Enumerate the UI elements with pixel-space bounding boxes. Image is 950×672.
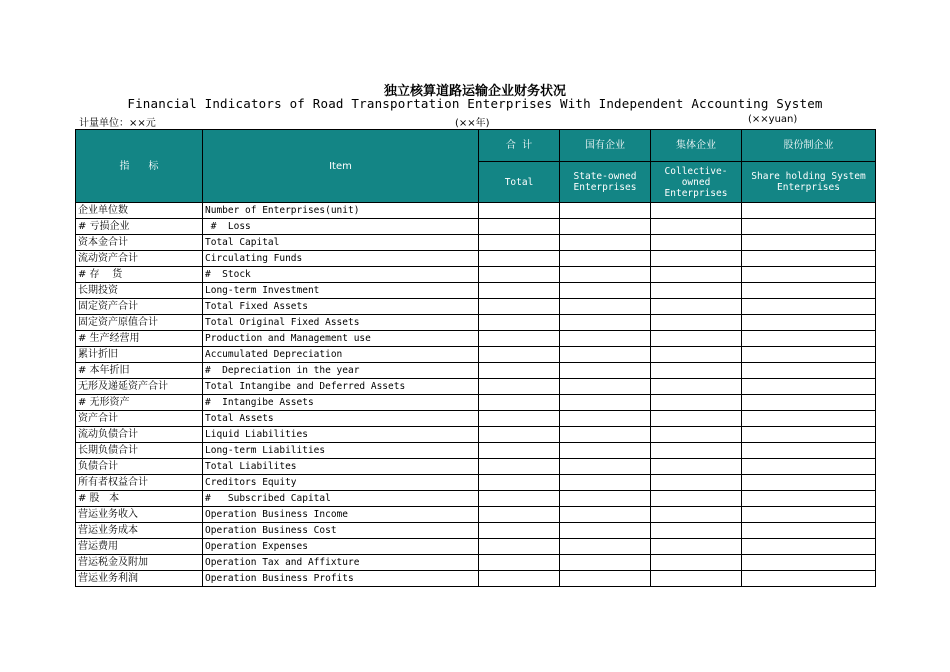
currency-unit-label: (××yuan) bbox=[748, 114, 798, 125]
state-owned-value-cell[interactable] bbox=[560, 299, 651, 315]
table-row bbox=[76, 475, 876, 491]
item-cell: Operation Business Cost bbox=[203, 523, 479, 539]
collective-value-cell[interactable] bbox=[651, 251, 742, 267]
item-cell: # Intangibe Assets bbox=[203, 395, 479, 411]
share-holding-value-cell[interactable] bbox=[742, 251, 876, 267]
collective-value-cell[interactable] bbox=[651, 459, 742, 475]
table-body bbox=[76, 203, 876, 587]
state-owned-value-cell[interactable] bbox=[560, 235, 651, 251]
state-owned-value-cell[interactable] bbox=[560, 427, 651, 443]
header-total-en: Total bbox=[479, 162, 560, 203]
state-owned-value-cell[interactable] bbox=[560, 267, 651, 283]
indicator-cell: 固定资产合计 bbox=[76, 299, 203, 315]
indicator-cell: 无形及递延资产合计 bbox=[76, 379, 203, 395]
total-value-cell[interactable] bbox=[479, 267, 560, 283]
total-value-cell[interactable] bbox=[479, 427, 560, 443]
state-owned-value-cell[interactable] bbox=[560, 283, 651, 299]
table-row bbox=[76, 219, 876, 235]
page-title-english: Financial Indicators of Road Transportation Enterprises With Independent Accounting System bbox=[127, 96, 823, 111]
table-row bbox=[76, 395, 876, 411]
collective-value-cell[interactable] bbox=[651, 475, 742, 491]
table-row bbox=[76, 235, 876, 251]
table-row bbox=[76, 331, 876, 347]
item-cell: # Depreciation in the year bbox=[203, 363, 479, 379]
header-state-owned-cn: 国有企业 bbox=[560, 130, 651, 162]
indicator-cell: 流动负债合计 bbox=[76, 427, 203, 443]
header-item: Item bbox=[203, 130, 479, 203]
collective-value-cell[interactable] bbox=[651, 267, 742, 283]
share-holding-value-cell[interactable] bbox=[742, 283, 876, 299]
total-value-cell[interactable] bbox=[479, 299, 560, 315]
total-value-cell[interactable] bbox=[479, 411, 560, 427]
total-value-cell[interactable] bbox=[479, 203, 560, 219]
state-owned-value-cell[interactable] bbox=[560, 203, 651, 219]
indicator-cell: # 无形资产 bbox=[76, 395, 203, 411]
year-label: (××年) bbox=[455, 118, 490, 129]
item-cell: Total Assets bbox=[203, 411, 479, 427]
share-holding-value-cell[interactable] bbox=[742, 539, 876, 555]
indicator-cell: 负债合计 bbox=[76, 459, 203, 475]
total-value-cell[interactable] bbox=[479, 475, 560, 491]
table-row bbox=[76, 411, 876, 427]
total-value-cell[interactable] bbox=[479, 539, 560, 555]
item-cell: Operation Business Income bbox=[203, 507, 479, 523]
item-cell: # Loss bbox=[203, 219, 479, 235]
total-value-cell[interactable] bbox=[479, 283, 560, 299]
total-value-cell[interactable] bbox=[479, 395, 560, 411]
total-value-cell[interactable] bbox=[479, 443, 560, 459]
item-cell: Number of Enterprises(unit) bbox=[203, 203, 479, 219]
table-row bbox=[76, 299, 876, 315]
total-value-cell[interactable] bbox=[479, 347, 560, 363]
table-row bbox=[76, 555, 876, 571]
table-row bbox=[76, 507, 876, 523]
table-row bbox=[76, 539, 876, 555]
state-owned-value-cell[interactable] bbox=[560, 443, 651, 459]
state-owned-value-cell[interactable] bbox=[560, 411, 651, 427]
collective-value-cell[interactable] bbox=[651, 235, 742, 251]
total-value-cell[interactable] bbox=[479, 571, 560, 587]
share-holding-value-cell[interactable] bbox=[742, 523, 876, 539]
state-owned-value-cell[interactable] bbox=[560, 459, 651, 475]
collective-value-cell[interactable] bbox=[651, 219, 742, 235]
share-holding-value-cell[interactable] bbox=[742, 203, 876, 219]
share-holding-value-cell[interactable] bbox=[742, 411, 876, 427]
total-value-cell[interactable] bbox=[479, 315, 560, 331]
total-value-cell[interactable] bbox=[479, 523, 560, 539]
indicator-cell: 资产合计 bbox=[76, 411, 203, 427]
indicator-cell: # 股 本 bbox=[76, 491, 203, 507]
total-value-cell[interactable] bbox=[479, 363, 560, 379]
collective-value-cell[interactable] bbox=[651, 523, 742, 539]
share-holding-value-cell[interactable] bbox=[742, 491, 876, 507]
total-value-cell[interactable] bbox=[479, 555, 560, 571]
total-value-cell[interactable] bbox=[479, 235, 560, 251]
header-total-cn: 合 计 bbox=[479, 130, 560, 162]
share-holding-value-cell[interactable] bbox=[742, 555, 876, 571]
item-cell: Liquid Liabilities bbox=[203, 427, 479, 443]
table-row bbox=[76, 523, 876, 539]
share-holding-value-cell[interactable] bbox=[742, 235, 876, 251]
collective-value-cell[interactable] bbox=[651, 203, 742, 219]
collective-value-cell[interactable] bbox=[651, 443, 742, 459]
state-owned-value-cell[interactable] bbox=[560, 475, 651, 491]
collective-value-cell[interactable] bbox=[651, 363, 742, 379]
item-cell: Operation Business Profits bbox=[203, 571, 479, 587]
item-cell: Total Original Fixed Assets bbox=[203, 315, 479, 331]
indicator-cell: 所有者权益合计 bbox=[76, 475, 203, 491]
state-owned-value-cell[interactable] bbox=[560, 523, 651, 539]
state-owned-value-cell[interactable] bbox=[560, 347, 651, 363]
share-holding-value-cell[interactable] bbox=[742, 363, 876, 379]
indicator-cell: 企业单位数 bbox=[76, 203, 203, 219]
state-owned-value-cell[interactable] bbox=[560, 379, 651, 395]
item-cell: Total Capital bbox=[203, 235, 479, 251]
share-holding-value-cell[interactable] bbox=[742, 299, 876, 315]
measurement-unit-label: 计量单位：××元 bbox=[79, 118, 156, 129]
table-row bbox=[76, 427, 876, 443]
item-cell: Total Fixed Assets bbox=[203, 299, 479, 315]
collective-value-cell[interactable] bbox=[651, 283, 742, 299]
item-cell: Total Intangibe and Deferred Assets bbox=[203, 379, 479, 395]
indicator-cell: # 亏损企业 bbox=[76, 219, 203, 235]
table-row bbox=[76, 283, 876, 299]
collective-value-cell[interactable] bbox=[651, 411, 742, 427]
indicator-cell: 固定资产原值合计 bbox=[76, 315, 203, 331]
indicator-cell: 资本金合计 bbox=[76, 235, 203, 251]
state-owned-value-cell[interactable] bbox=[560, 219, 651, 235]
table-row bbox=[76, 571, 876, 587]
item-cell: Production and Management use bbox=[203, 331, 479, 347]
item-cell: Operation Expenses bbox=[203, 539, 479, 555]
table-row bbox=[76, 443, 876, 459]
header-state-owned-en: State-owned Enterprises bbox=[560, 162, 651, 203]
item-cell: Total Liabilites bbox=[203, 459, 479, 475]
share-holding-value-cell[interactable] bbox=[742, 379, 876, 395]
share-holding-value-cell[interactable] bbox=[742, 459, 876, 475]
indicator-cell: 流动资产合计 bbox=[76, 251, 203, 267]
state-owned-value-cell[interactable] bbox=[560, 331, 651, 347]
table-row bbox=[76, 267, 876, 283]
collective-value-cell[interactable] bbox=[651, 427, 742, 443]
share-holding-value-cell[interactable] bbox=[742, 507, 876, 523]
item-cell: # Stock bbox=[203, 267, 479, 283]
indicator-cell: # 本年折旧 bbox=[76, 363, 203, 379]
item-cell: Long-term Liabilities bbox=[203, 443, 479, 459]
table-row bbox=[76, 379, 876, 395]
item-cell: Accumulated Depreciation bbox=[203, 347, 479, 363]
item-cell: Creditors Equity bbox=[203, 475, 479, 491]
share-holding-value-cell[interactable] bbox=[742, 427, 876, 443]
header-collective-cn: 集体企业 bbox=[651, 130, 742, 162]
total-value-cell[interactable] bbox=[479, 507, 560, 523]
state-owned-value-cell[interactable] bbox=[560, 395, 651, 411]
total-value-cell[interactable] bbox=[479, 379, 560, 395]
collective-value-cell[interactable] bbox=[651, 315, 742, 331]
total-value-cell[interactable] bbox=[479, 251, 560, 267]
table-row bbox=[76, 203, 876, 219]
table-row bbox=[76, 459, 876, 475]
state-owned-value-cell[interactable] bbox=[560, 507, 651, 523]
indicator-cell: 营运税金及附加 bbox=[76, 555, 203, 571]
collective-value-cell[interactable] bbox=[651, 379, 742, 395]
table-row bbox=[76, 315, 876, 331]
header-collective-en: Collective-owned Enterprises bbox=[651, 162, 742, 203]
state-owned-value-cell[interactable] bbox=[560, 363, 651, 379]
collective-value-cell[interactable] bbox=[651, 507, 742, 523]
share-holding-value-cell[interactable] bbox=[742, 443, 876, 459]
share-holding-value-cell[interactable] bbox=[742, 331, 876, 347]
indicator-cell: 营运业务成本 bbox=[76, 523, 203, 539]
indicator-cell: # 存 货 bbox=[76, 267, 203, 283]
indicator-cell: 累计折旧 bbox=[76, 347, 203, 363]
item-cell: # Subscribed Capital bbox=[203, 491, 479, 507]
state-owned-value-cell[interactable] bbox=[560, 539, 651, 555]
share-holding-value-cell[interactable] bbox=[742, 219, 876, 235]
collective-value-cell[interactable] bbox=[651, 539, 742, 555]
total-value-cell[interactable] bbox=[479, 459, 560, 475]
table-row bbox=[76, 363, 876, 379]
header-share-holding-cn: 股份制企业 bbox=[742, 130, 876, 162]
indicator-cell: 长期负债合计 bbox=[76, 443, 203, 459]
indicator-cell: 营运费用 bbox=[76, 539, 203, 555]
item-cell: Circulating Funds bbox=[203, 251, 479, 267]
indicator-cell: 长期投资 bbox=[76, 283, 203, 299]
header-indicator: 指 标 bbox=[76, 130, 203, 203]
share-holding-value-cell[interactable] bbox=[742, 315, 876, 331]
indicator-cell: 营运业务收入 bbox=[76, 507, 203, 523]
state-owned-value-cell[interactable] bbox=[560, 315, 651, 331]
table-row bbox=[76, 347, 876, 363]
share-holding-value-cell[interactable] bbox=[742, 267, 876, 283]
item-cell: Long-term Investment bbox=[203, 283, 479, 299]
indicator-cell: # 生产经营用 bbox=[76, 331, 203, 347]
total-value-cell[interactable] bbox=[479, 491, 560, 507]
state-owned-value-cell[interactable] bbox=[560, 251, 651, 267]
share-holding-value-cell[interactable] bbox=[742, 571, 876, 587]
state-owned-value-cell[interactable] bbox=[560, 491, 651, 507]
collective-value-cell[interactable] bbox=[651, 395, 742, 411]
share-holding-value-cell[interactable] bbox=[742, 395, 876, 411]
collective-value-cell[interactable] bbox=[651, 347, 742, 363]
table-row bbox=[76, 491, 876, 507]
indicator-cell: 营运业务利润 bbox=[76, 571, 203, 587]
share-holding-value-cell[interactable] bbox=[742, 347, 876, 363]
collective-value-cell[interactable] bbox=[651, 331, 742, 347]
collective-value-cell[interactable] bbox=[651, 555, 742, 571]
state-owned-value-cell[interactable] bbox=[560, 571, 651, 587]
page-title-chinese: 独立核算道路运输企业财务状况 bbox=[383, 84, 566, 99]
total-value-cell[interactable] bbox=[479, 331, 560, 347]
collective-value-cell[interactable] bbox=[651, 491, 742, 507]
table-row bbox=[76, 251, 876, 267]
total-value-cell[interactable] bbox=[479, 219, 560, 235]
financial-indicators-table bbox=[75, 129, 876, 587]
collective-value-cell[interactable] bbox=[651, 299, 742, 315]
collective-value-cell[interactable] bbox=[651, 571, 742, 587]
share-holding-value-cell[interactable] bbox=[742, 475, 876, 491]
item-cell: Operation Tax and Affixture bbox=[203, 555, 479, 571]
header-share-holding-en: Share holding System Enterprises bbox=[742, 162, 876, 203]
state-owned-value-cell[interactable] bbox=[560, 555, 651, 571]
